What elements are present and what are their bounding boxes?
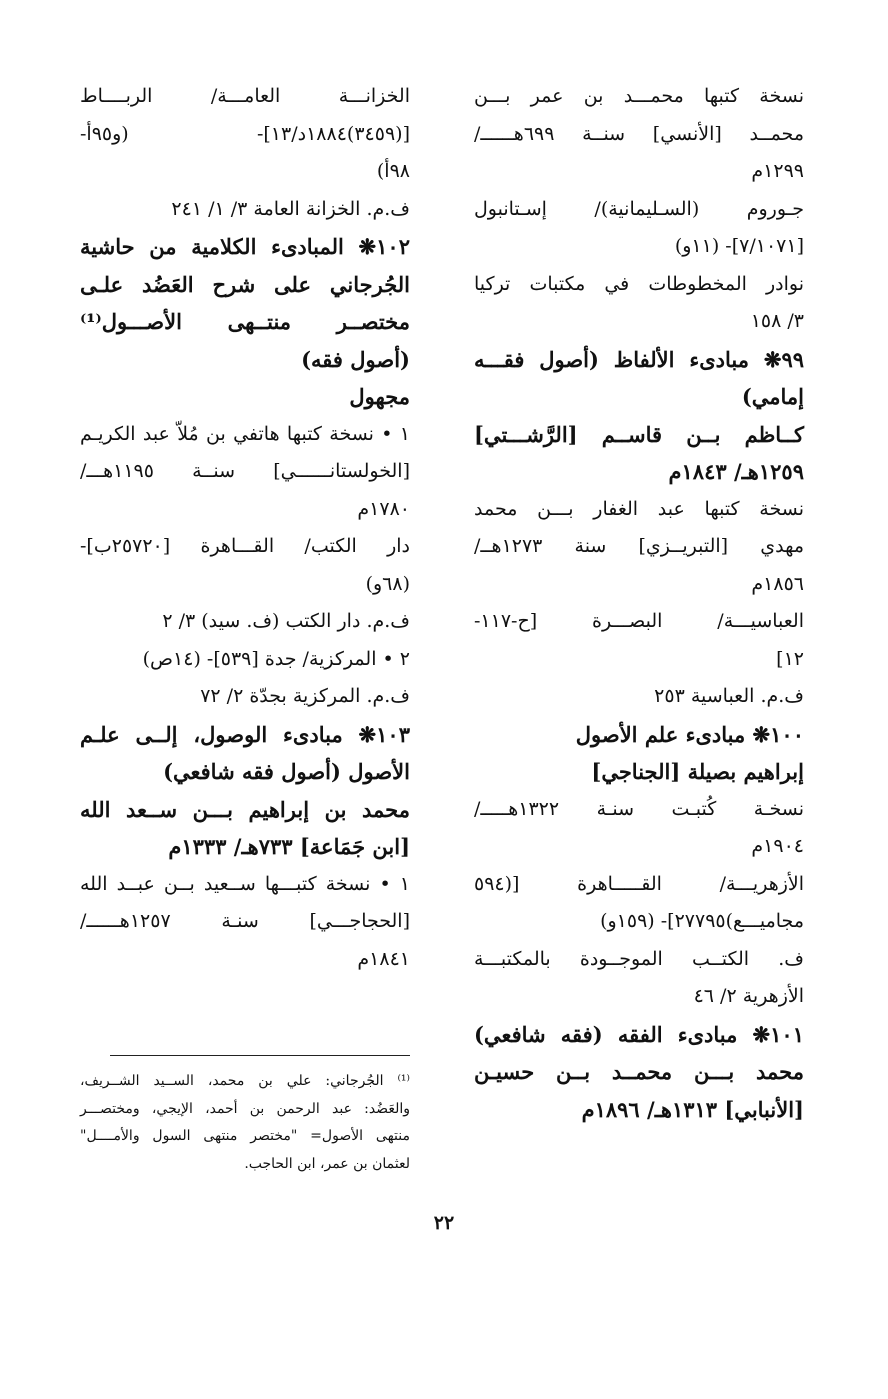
left-column-line: دار الكتب/ القـــاهرة [٢٥٧٢٠ب]- [80,535,410,557]
right-column-line: نسخة كتبها محمـــد بن عمر بـــن [474,85,804,107]
footnote-line: لعثمان بن عمر، ابن الحاجب. [244,1155,410,1172]
right-column-line: [٧/١٠٧١]- (١١و) [674,235,804,257]
right-column-line: ١٩٠٤م [751,835,804,857]
left-column-line: الخزانـــة العامـــة/ الربــــاط [80,85,410,107]
left-column-line: ١٧٨٠م [357,497,410,520]
right-column-line: كــاظم بــن قاســم [الرَّشـــتي] [474,421,804,447]
right-column-line: إبراهيم بصيلة [الجناجي] [591,759,804,784]
left-column-line: الأصول (أصول فقه شافعي) [163,759,410,784]
left-column-line: محمد بن إبراهيم بـــن ســعد الله [80,796,410,822]
left-column-line: ف.م. دار الكتب (ف. سيد) ٣/ ٢ [162,610,410,632]
left-column-line: ١٠٢❋ المبادىء الكلامية من حاشية [80,234,410,259]
right-column-line: ١٨٥٦م [751,572,804,595]
left-column-line: ١ • نسخة كتبـــها ســعيد بــن عبــد الله [80,872,410,895]
right-column-line: الأزهريـــة/ القـــــاهرة [(٥٩٤ [474,872,804,895]
left-column-line: الجُرجاني على شرح العَضُد علـى [80,271,410,297]
left-column-line: مجهول [349,384,410,409]
footnote-line: والعَضُد: عبد الرحمن بن أحمد، الإيجي، ومختصـــر [80,1100,410,1117]
right-column [474,78,804,1128]
right-column-line: ١٢٥٩هـ/ ١٨٤٣م [668,459,804,484]
footnote-line: ⁽¹⁾ الجُرجاني: علي بن محمد، الســيد الشــريف، [80,1073,410,1089]
right-column-line: نسخـة كُتبـت سنـة ١٣٢٢هـــــ/ [474,797,804,820]
right-column-line: جـوروم (السـليمانية)/ إسـتانبول [474,197,804,220]
left-column-line: مختصــر منتــهى الأصـــول⁽¹⁾ [80,309,410,334]
left-column-line: ١٠٣❋ مبادىء الوصول، إلــى علـم [80,721,410,747]
right-column-line: نوادر المخطوطات في مكتبات تركيا [474,272,804,295]
left-column-line: ١٨٤١م [357,947,410,970]
left-column-line: [الخولستانــــــي] سنــة ١١٩٥هـــ/ [80,460,410,482]
left-column-line: (أصول فقه) [301,346,410,372]
right-column-line: مجاميـــع)٢٧٧٩٥]- (١٥٩و) [600,910,804,932]
right-column-line: ف.م. العباسية ٢٥٣ [654,685,804,707]
right-column-line: ف. الكتــب الموجــودة بالمكتبـــة [474,947,804,970]
left-column-line: ٩٨أ) [376,160,410,182]
right-column-line: الأزهرية ٢/ ٤٦ [693,985,804,1007]
footnotes [80,1068,410,1178]
right-column-line: [الأنبابي] ١٣١٣هـ/ ١٨٩٦م [581,1096,804,1122]
left-column-line: [(٣٤٥٩)١٨٨٤د/١٣]- (و٩٥أ- [80,122,410,145]
left-column-line: ف.م. المركزية بجدّة ٢/ ٧٢ [200,685,410,707]
right-column-line: ١٠٠❋ مبادىء علم الأصول [575,721,804,747]
left-column [80,78,410,978]
left-column-line: [ابن جَمَاعة] ٧٣٣هـ/ ١٣٣٣م [168,834,410,859]
page-number: ٢٢ [433,1212,455,1234]
right-column-line: ١٢] [776,647,804,670]
right-column-line: إمامي) [741,384,804,409]
left-column-line: (٦٨و) [365,572,410,595]
right-column-line: مهدي [التبريــزي] سنة ١٢٧٣هــ/ [474,535,804,557]
right-column-line: نسخة كتبها عبد الغفار بـــن محمد [474,497,804,520]
right-column-line: ٣/ ١٥٨ [750,310,804,332]
left-column-line: ١ • نسخة كتبها هاتفي بن مُلاّ عبد الكريـم [80,422,410,445]
right-column-line: ٩٩❋ مبادىء الألفاظ (أصول فقـــه [474,346,804,372]
left-column-line: [الحجاجـــي] سنـة ١٢٥٧هــــــ/ [80,910,410,932]
right-column-line: ١٠١❋ مبادىء الفقه (فقه شافعي) [474,1021,804,1047]
right-column-line: العباسيـــة/ البصـــرة [ح-١١٧- [474,610,804,632]
footnote-line: منتهى الأصول= "مختصر منتهى السول والأمــــل" [80,1128,410,1144]
footnote-divider [110,1055,410,1056]
right-column-line: محمد بـــن محمــد بــن حسيـن [474,1059,804,1084]
right-column-line: محمــد [الأنسي] سنــة ٦٩٩هــــــ/ [474,122,804,145]
left-column-line: ف.م. الخزانة العامة ٣/ ١/ ٢٤١ [171,197,410,220]
right-column-line: ١٢٩٩م [751,160,804,182]
left-column-line: ٢ • المركزية/ جدة [٥٣٩]- (١٤ص) [142,647,410,670]
